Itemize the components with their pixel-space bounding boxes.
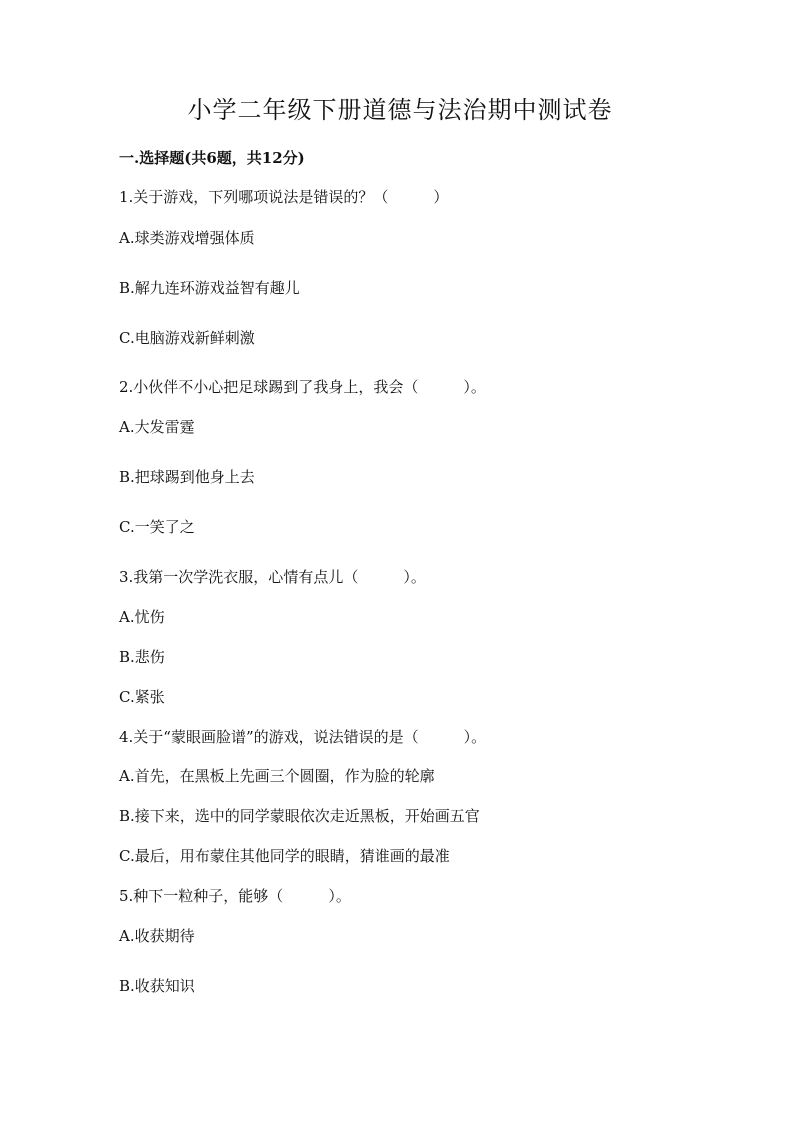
page-title: 小学二年级下册道德与法治期中测试卷 <box>187 96 613 124</box>
question-4-option-b: B.接下来，选中的同学蒙眼依次走近黑板，开始画五官 <box>119 807 480 825</box>
question-5-option-a: A.收获期待 <box>119 927 195 945</box>
question-4-option-a: A.首先，在黑板上先画三个圆圈，作为脸的轮廓 <box>119 767 435 785</box>
question-2-option-b: B.把球踢到他身上去 <box>119 468 255 486</box>
question-4-option-c: C.最后，用布蒙住其他同学的眼睛，猜谁画的最准 <box>119 847 450 865</box>
question-2-option-a: A.大发雷霆 <box>119 418 195 436</box>
question-3-option-b: B.悲伤 <box>119 648 165 666</box>
question-stem-5: 5.种下一粒种子，能够（ ）。 <box>119 887 351 905</box>
question-stem-3: 3.我第一次学洗衣服，心情有点儿（ ）。 <box>119 568 426 586</box>
question-3-option-a: A.忧伤 <box>119 608 165 626</box>
question-1-option-c: C.电脑游戏新鲜刺激 <box>119 329 255 347</box>
question-stem-4: 4.关于“蒙眼画脸谱”的游戏，说法错误的是（ ）。 <box>119 728 487 746</box>
question-1-option-a: A.球类游戏增强体质 <box>119 229 255 247</box>
question-stem-2: 2.小伙伴不小心把足球踢到了我身上，我会（ ）。 <box>119 378 486 396</box>
question-stem-1: 1.关于游戏，下列哪项说法是错误的？（ ） <box>119 188 449 206</box>
section-heading: 一.选择题(共6题，共12分) <box>119 149 305 167</box>
question-5-option-b: B.收获知识 <box>119 977 195 995</box>
question-1-option-b: B.解九连环游戏益智有趣儿 <box>119 279 300 297</box>
question-3-option-c: C.紧张 <box>119 688 165 706</box>
question-2-option-c: C.一笑了之 <box>119 518 195 536</box>
